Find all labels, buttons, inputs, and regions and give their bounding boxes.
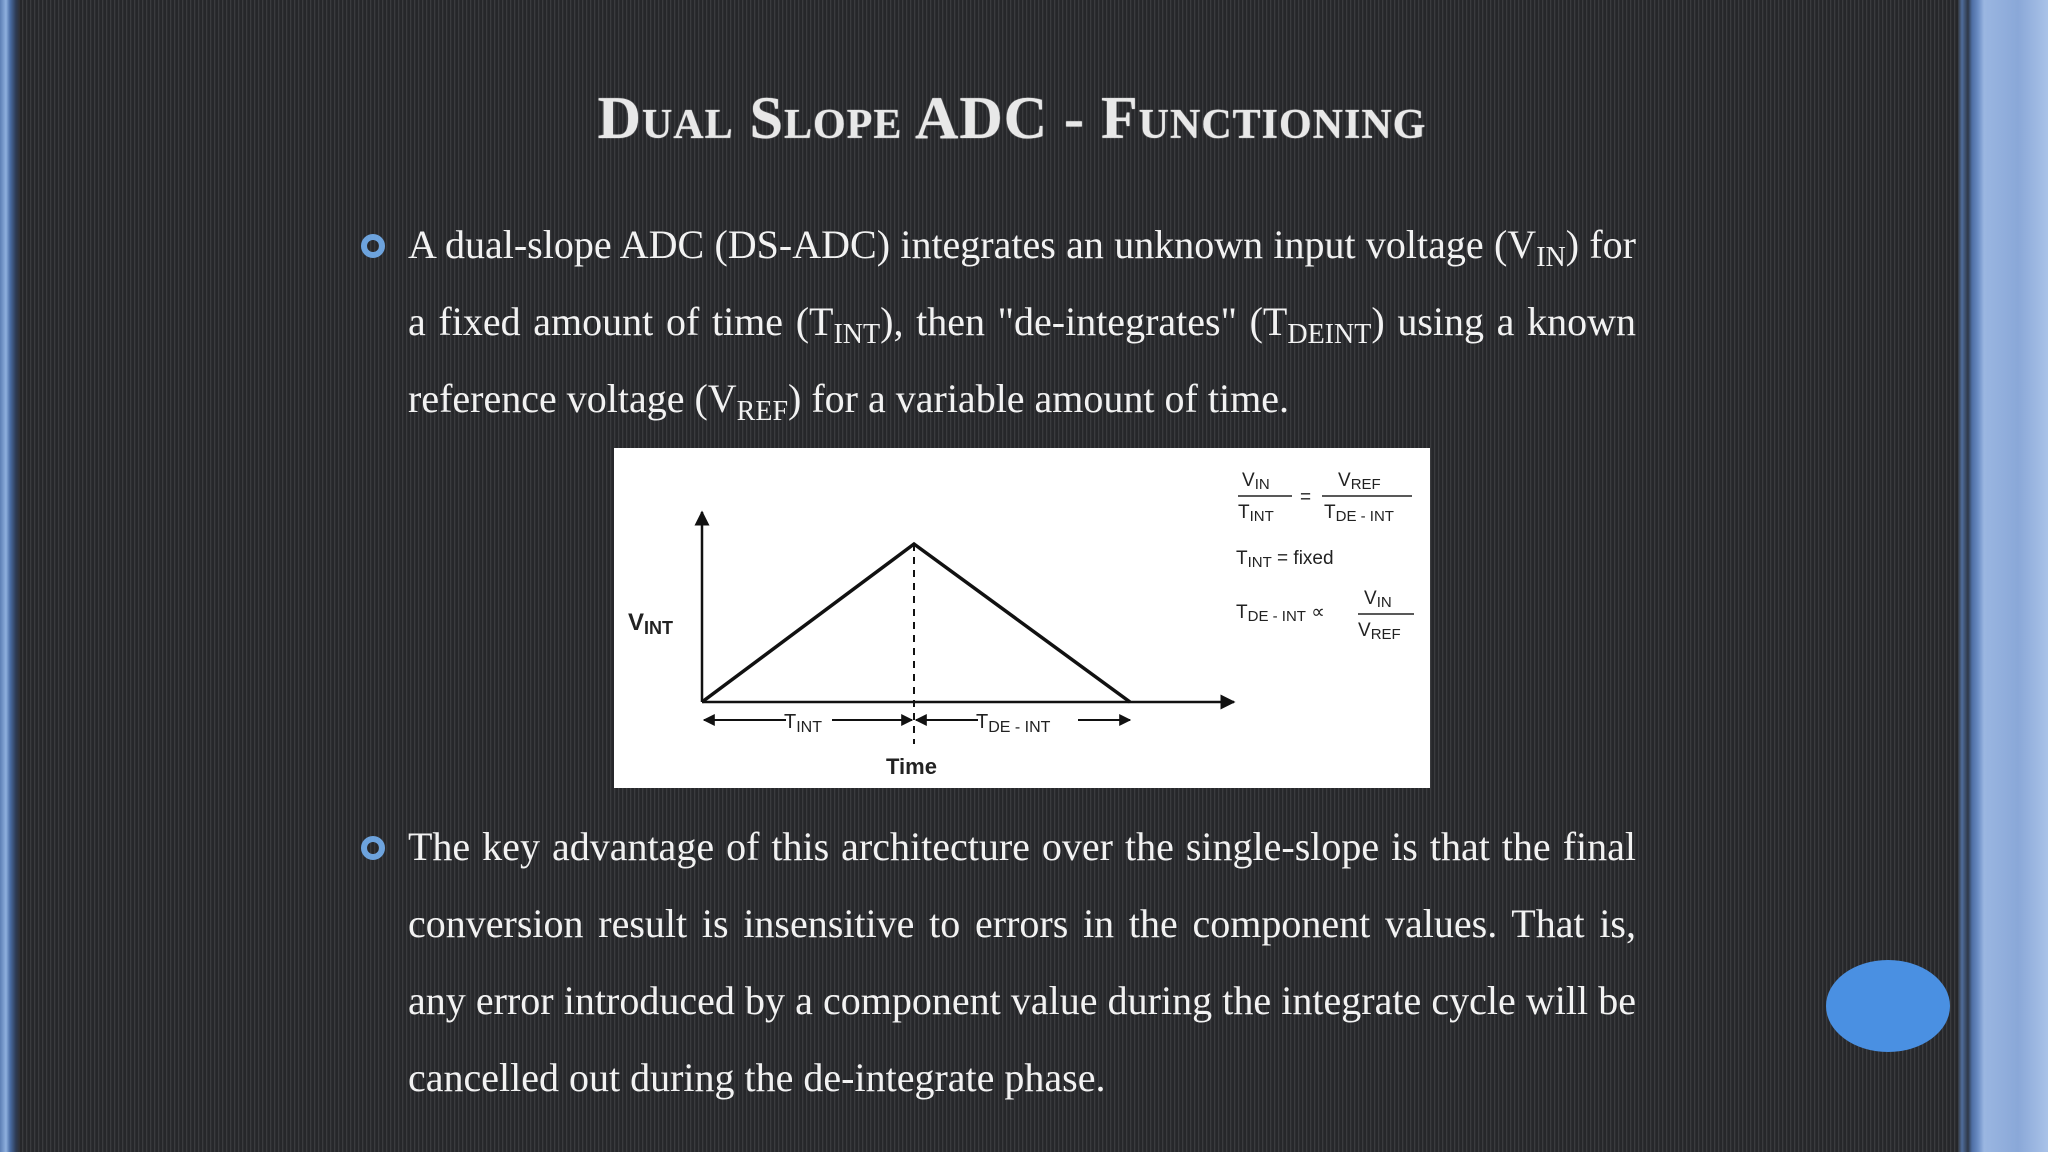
svg-text:VREF: VREF	[1338, 470, 1381, 493]
t-int-label: $T_{INT}$	[784, 711, 822, 736]
t-deint-label: $T_{DE - INT}$	[976, 711, 1051, 736]
equation-fixed: TINT = fixed	[1236, 548, 1334, 571]
svg-text:TINT: TINT	[1238, 502, 1274, 525]
svg-text:TDE - INT ∝: TDE - INT ∝	[1236, 602, 1325, 625]
left-edge-decoration	[0, 0, 20, 1152]
bullet-text-1: A dual-slope ADC (DS-ADC) integrates an unknown input voltage $(V_{IN})$ for a fixed amount of time $(T_{INT})$, then "de-integrates" $(T_{DEINT})$ using a known reference voltage $(V_{REF})$ for a variable amount of time.	[408, 222, 1637, 427]
bullet-text-2: The key advantage of this architecture over the single-slope is that the final conversion result is insensitive to errors in the component values. That is, any error introduced by a component value during the integrate cycle will be cancelled out during the de-integrate phase.	[408, 824, 1636, 1100]
svg-text:=: =	[1300, 487, 1312, 508]
navigation-oval[interactable]	[1826, 960, 1950, 1052]
bullet-icon	[361, 836, 385, 860]
y-axis-label: VINT	[628, 609, 674, 638]
svg-text:VIN: VIN	[1242, 470, 1270, 493]
slide-title: Dual Slope ADC - Functioning	[597, 85, 1427, 151]
equation-ratio	[1238, 470, 1412, 525]
svg-text:VREF: VREF	[1358, 620, 1401, 643]
equation-proportional	[1236, 588, 1414, 643]
integrator-waveform	[702, 544, 1130, 702]
svg-text:TDE - INT: TDE - INT	[1324, 502, 1394, 525]
bullet-icon	[361, 234, 385, 258]
dual-slope-diagram	[614, 448, 1430, 788]
x-axis-label: Time	[886, 754, 937, 779]
right-edge-decoration	[1958, 0, 2048, 1152]
svg-text:VIN: VIN	[1364, 588, 1392, 611]
